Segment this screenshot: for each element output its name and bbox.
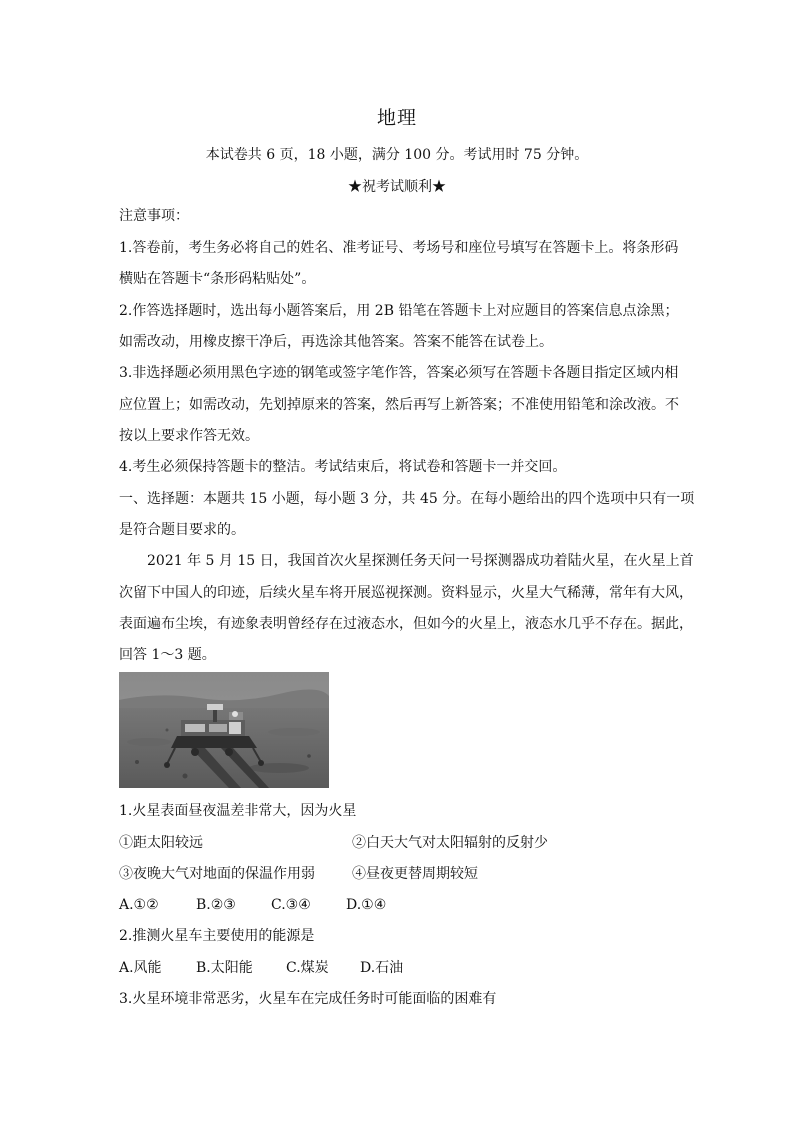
passage-line: 次留下中国人的印迹，后续火星车将开展巡视探测。资料显示，火星大气稀薄，常年有大风， (119, 585, 693, 601)
notice-line: 2.作答选择题时，选出每小题答案后，用 2B 铅笔在答题卡上对应题目的答案信息点涂黑； (119, 303, 679, 319)
notice-line: 1.答卷前，考生务必将自己的姓名、准考证号、考场号和座位号填写在答题卡上。将条形码 (119, 240, 679, 256)
q1-choice-a: A.①② (119, 897, 159, 913)
q1-choice-d: D.①④ (346, 897, 387, 913)
q1-item-2: ②白天大气对太阳辐射的反射少 (352, 835, 548, 851)
q2-choice-a: A.风能 (119, 960, 162, 976)
q1-choice-b: B.②③ (196, 897, 236, 913)
mars-rover-photo (119, 672, 329, 788)
q1-item-4: ④昼夜更替周期较短 (352, 866, 478, 882)
notice-line: 3.非选择题必须用黑色字迹的钢笔或签字笔作答，答案必须写在答题卡各题目指定区域内相 (119, 365, 679, 381)
exam-info: 本试卷共 6 页，18 小题，满分 100 分。考试用时 75 分钟。 (205, 147, 589, 163)
q1-item-1: ①距太阳较远 (119, 835, 203, 851)
notice-line: 按以上要求作答无效。 (119, 428, 259, 444)
passage-line: 回答 1～3 题。 (119, 647, 216, 663)
question-3-stem: 3.火星环境非常恶劣，火星车在完成任务时可能面临的困难有 (119, 991, 497, 1007)
q2-choice-b: B.太阳能 (196, 960, 253, 976)
q1-item-3: ③夜晚大气对地面的保温作用弱 (119, 866, 315, 882)
question-2-stem: 2.推测火星车主要使用的能源是 (119, 928, 315, 944)
section-heading: 是符合题目要求的。 (119, 522, 245, 538)
blessing-line: ★祝考试顺利★ (348, 179, 446, 195)
q2-choice-d: D.石油 (360, 960, 404, 976)
passage-line: 表面遍布尘埃，有迹象表明曾经存在过液态水，但如今的火星上，液态水几乎不存在。据此， (119, 616, 693, 632)
notice-line: 应位置上；如需改动，先划掉原来的答案，然后再写上新答案；不准使用铅笔和涂改液。不 (119, 397, 679, 413)
notice-line: 4.考生必须保持答题卡的整洁。考试结束后，将试卷和答题卡一并交回。 (119, 459, 567, 475)
section-heading: 一、选择题：本题共 15 小题，每小题 3 分，共 45 分。在每小题给出的四个选项中只有一项 (119, 491, 695, 507)
question-1-stem: 1.火星表面昼夜温差非常大，因为火星 (119, 803, 357, 819)
notice-line: 如需改动，用橡皮擦干净后，再选涂其他答案。答案不能答在试卷上。 (119, 334, 553, 350)
notice-heading: 注意事项： (119, 208, 189, 224)
q1-choice-c: C.③④ (271, 897, 311, 913)
page-title: 地理 (376, 107, 417, 129)
notice-line: 横贴在答题卡“条形码粘贴处”。 (119, 271, 316, 287)
passage-line: 2021 年 5 月 15 日，我国首次火星探测任务天问一号探测器成功着陆火星，在火星上首 (147, 553, 694, 569)
q2-choice-c: C.煤炭 (286, 960, 329, 976)
